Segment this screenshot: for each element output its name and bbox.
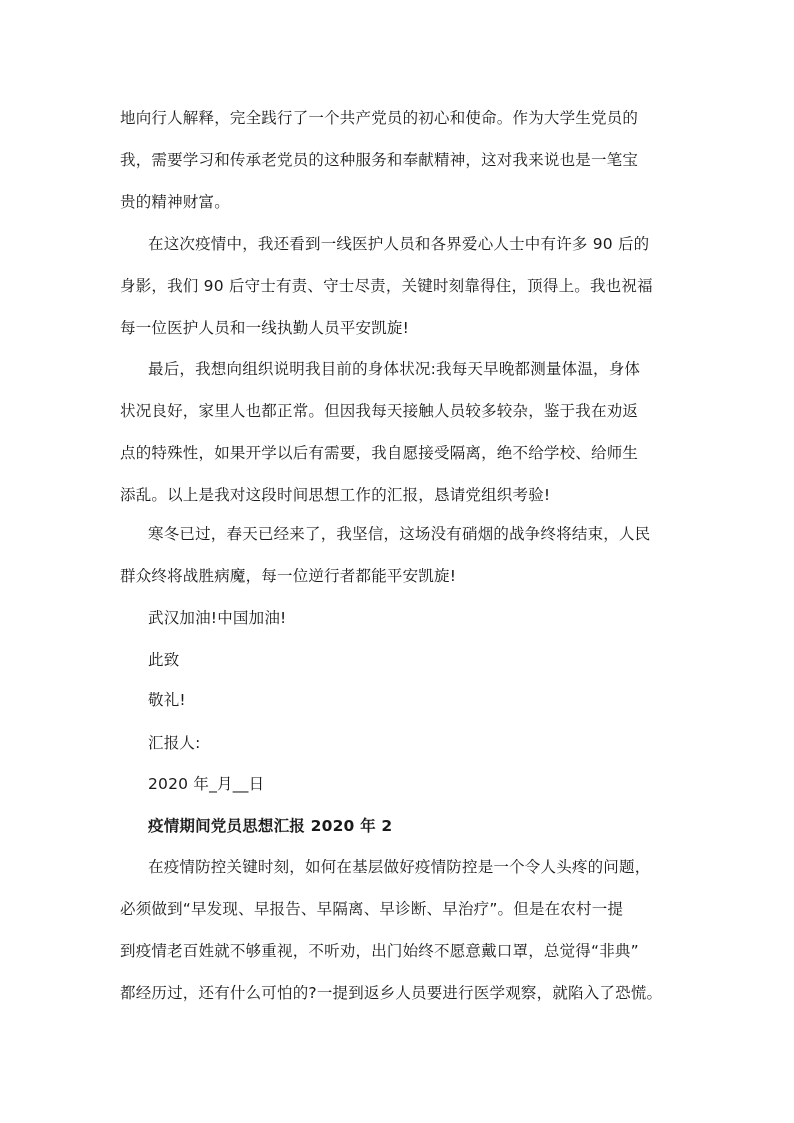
body-text-line: 必须做到“早发现、早报告、早隔离、早诊断、早治疗”。但是在农村一提 bbox=[120, 900, 624, 918]
paragraph-start-line: 最后，我想向组织说明我目前的身体状况:我每天早晚都测量体温，身体 bbox=[148, 360, 641, 378]
body-text-line: 都经历过，还有什么可怕的?一提到返乡人员要进行医学观察，就陷入了恐慌。 bbox=[120, 984, 663, 1002]
body-text-line: 我，需要学习和传承老党员的这种服务和奉献精神，这对我来说也是一笔宝 bbox=[120, 151, 639, 169]
paragraph-start-line: 在这次疫情中，我还看到一线医护人员和各界爱心人士中有许多 90 后的 bbox=[148, 235, 650, 253]
body-text-line: 每一位医护人员和一线执勤人员平安凯旋! bbox=[120, 319, 410, 337]
closing-salutation: 敬礼! bbox=[148, 691, 186, 709]
date-line: 2020 年_月__日 bbox=[148, 775, 265, 793]
section-heading: 疫情期间党员思想汇报 2020 年 2 bbox=[148, 817, 393, 835]
closing-line: 武汉加油!中国加油! bbox=[148, 609, 287, 627]
reporter-label: 汇报人: bbox=[148, 734, 201, 752]
paragraph-start-line: 在疫情防控关键时刻，如何在基层做好疫情防控是一个令人头疼的问题， bbox=[148, 858, 651, 876]
body-text-line: 到疫情老百姓就不够重视，不听劝，出门始终不愿意戴口罩，总觉得“非典” bbox=[120, 942, 639, 960]
body-text-line: 身影，我们 90 后守士有责、守士尽责，关键时刻靠得住，顶得上。我也祝福 bbox=[120, 277, 653, 295]
body-text-line: 贵的精神财富。 bbox=[120, 193, 230, 211]
body-text-line: 状况良好，家里人也都正常。但因我每天接触人员较多较杂，鉴于我在劝返 bbox=[120, 402, 639, 420]
closing-salutation: 此致 bbox=[148, 651, 180, 669]
body-text-line: 点的特殊性，如果开学以后有需要，我自愿接受隔离，绝不给学校、给师生 bbox=[120, 444, 639, 462]
body-text-line: 地向行人解释，完全践行了一个共产党员的初心和使命。作为大学生党员的 bbox=[120, 109, 639, 127]
paragraph-start-line: 寒冬已过，春天已经来了，我坚信，这场没有硝烟的战争终将结束，人民 bbox=[148, 525, 651, 543]
body-text-line: 添乱。以上是我对这段时间思想工作的汇报，恳请党组织考验! bbox=[120, 486, 551, 504]
body-text-line: 群众终将战胜病魔，每一位逆行者都能平安凯旋! bbox=[120, 567, 457, 585]
